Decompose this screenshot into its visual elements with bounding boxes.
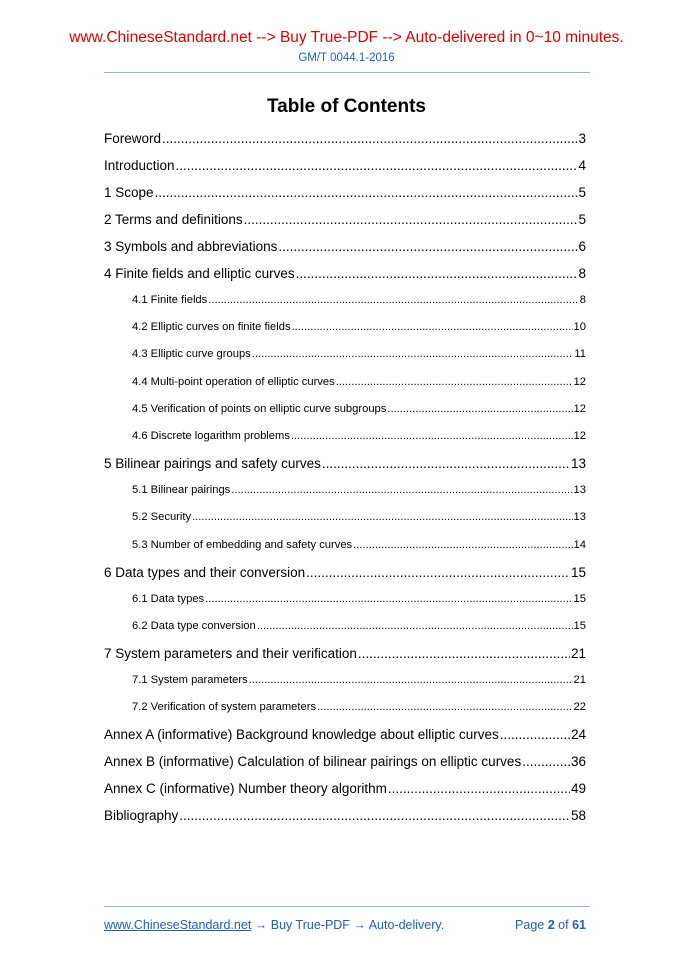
toc-entry-page: 36 (570, 754, 586, 770)
footer (104, 917, 586, 933)
toc-entry-page: 13 (573, 484, 586, 497)
toc-entry-page: 12 (573, 375, 586, 388)
toc-entry-page: 6 (578, 239, 586, 254)
toc-entry-page: 4 (578, 158, 586, 173)
toc-entry[interactable] (104, 802, 586, 829)
footer-tail: → Buy True-PDF → Auto-delivery. (251, 918, 445, 932)
toc-entry[interactable] (104, 667, 586, 694)
toc-entry[interactable] (104, 260, 586, 287)
toc-entry-label: Introduction (104, 158, 175, 173)
toc-entry[interactable] (104, 532, 586, 559)
toc-entry-page: 8 (578, 266, 586, 281)
toc-entry[interactable] (104, 504, 586, 531)
toc-leader-dots (179, 802, 570, 829)
page-number (515, 917, 586, 933)
toc-entry[interactable] (104, 152, 586, 179)
table-of-contents (104, 125, 586, 829)
toc-leader-dots (306, 559, 570, 586)
toc-entry-label: 5.3 Number of embedding and safety curves (132, 538, 353, 551)
footer-link[interactable]: www.ChineseStandard.net (104, 918, 252, 932)
toc-leader-dots (231, 477, 572, 504)
page-title: Table of Contents (266, 96, 427, 117)
toc-entry-page: 22 (573, 701, 586, 714)
page-total: 61 (572, 918, 586, 932)
toc-entry[interactable] (104, 559, 586, 586)
toc-entry-label: 7.1 System parameters (132, 674, 248, 687)
toc-entry[interactable] (104, 125, 586, 152)
toc-entry-page: 15 (573, 619, 586, 632)
toc-entry-label: 6.1 Data types (132, 592, 205, 605)
toc-entry[interactable] (104, 694, 586, 721)
toc-entry[interactable] (104, 721, 586, 748)
toc-entry-label: 4.3 Elliptic curve groups (132, 348, 251, 361)
toc-entry[interactable] (104, 423, 586, 450)
toc-leader-dots (252, 341, 574, 368)
toc-entry[interactable] (104, 450, 586, 477)
toc-entry-label: 3 Symbols and abbreviations (104, 239, 278, 254)
toc-entry-label: 4.1 Finite fields (132, 294, 208, 306)
toc-entry-page: 5 (578, 212, 586, 227)
toc-entry-label: 7.2 Verification of system parameters (132, 701, 317, 714)
toc-leader-dots (336, 369, 573, 396)
toc-entry-label: 1 Scope (104, 185, 154, 200)
toc-entry-label: 4.6 Discrete logarithm problems (132, 429, 290, 442)
toc-entry[interactable] (104, 369, 586, 396)
toc-leader-dots (208, 287, 579, 314)
toc-entry-page: 10 (573, 321, 586, 334)
toc-entry-page: 13 (570, 456, 586, 472)
page-current: 2 (547, 918, 555, 932)
toc-entry-label: 2 Terms and definitions (104, 212, 243, 227)
toc-entry[interactable] (104, 477, 586, 504)
toc-leader-dots (500, 721, 570, 748)
toc-entry-label: 4.5 Verification of points on elliptic curve subgroups (132, 402, 387, 415)
toc-entry-page: 15 (570, 564, 586, 580)
toc-entry-page: 3 (578, 131, 586, 146)
toc-entry-label: 4.4 Multi-point operation of elliptic curves (132, 375, 335, 388)
toc-entry-page: 24 (570, 727, 586, 743)
toc-leader-dots (249, 667, 573, 694)
toc-entry[interactable] (104, 613, 586, 640)
toc-entry-label: 5.1 Bilinear pairings (132, 484, 231, 497)
toc-entry[interactable] (104, 396, 586, 423)
toc-entry[interactable] (104, 775, 586, 802)
toc-leader-dots (192, 504, 572, 531)
toc-leader-dots (244, 206, 578, 233)
toc-leader-dots (296, 260, 578, 287)
toc-entry-page: 13 (573, 511, 586, 524)
toc-entry-label: 6.2 Data type conversion (132, 619, 256, 632)
toc-entry-page: 12 (573, 402, 586, 415)
toc-entry[interactable] (104, 314, 586, 341)
toc-leader-dots (317, 694, 572, 721)
top-banner[interactable]: www.ChineseStandard.net --> Buy True-PDF --> Auto-delivered in 0~10 minutes. (69, 29, 624, 46)
toc-entry-page: 5 (578, 185, 586, 200)
toc-leader-dots (176, 152, 578, 179)
toc-entry-label: Annex A (informative) Background knowledge about elliptic curves (104, 727, 499, 743)
toc-entry[interactable] (104, 206, 586, 233)
toc-leader-dots (257, 613, 573, 640)
toc-entry-page: 15 (573, 592, 586, 605)
toc-entry-page: 12 (573, 429, 586, 442)
toc-entry-label: Foreword (104, 131, 162, 146)
standard-code: GM/T 0044.1-2016 (298, 52, 395, 64)
toc-entry-label: 5 Bilinear pairings and safety curves (104, 456, 321, 472)
toc-leader-dots (358, 640, 570, 667)
footer-divider (104, 906, 590, 907)
toc-entry-label: 4 Finite fields and elliptic curves (104, 266, 295, 281)
toc-leader-dots (291, 423, 573, 450)
toc-leader-dots (155, 179, 578, 206)
toc-entry-page: 11 (574, 348, 586, 361)
header-divider (104, 72, 590, 73)
toc-entry-page: 49 (570, 781, 586, 797)
toc-entry-label: Annex B (informative) Calculation of bilinear pairings on elliptic curves (104, 754, 522, 770)
toc-leader-dots (292, 314, 573, 341)
toc-entry-page: 8 (579, 294, 586, 306)
toc-entry-page: 21 (573, 674, 586, 687)
toc-entry[interactable] (104, 341, 586, 368)
toc-leader-dots (388, 775, 570, 802)
toc-entry[interactable] (104, 748, 586, 775)
toc-entry-page: 21 (570, 646, 586, 662)
toc-entry[interactable] (104, 287, 586, 314)
toc-entry-label: 6 Data types and their conversion (104, 564, 306, 580)
toc-leader-dots (322, 450, 570, 477)
page-word: Page (515, 918, 545, 932)
toc-entry-page: 14 (573, 538, 586, 551)
toc-leader-dots (387, 396, 572, 423)
toc-entry-label: Bibliography (104, 808, 179, 824)
toc-entry-label: 4.2 Elliptic curves on finite fields (132, 321, 291, 334)
toc-entry[interactable] (104, 586, 586, 613)
page-of: of (558, 918, 569, 932)
toc-entry[interactable] (104, 640, 586, 667)
toc-leader-dots (205, 586, 572, 613)
toc-leader-dots (522, 748, 570, 775)
toc-leader-dots (353, 532, 572, 559)
toc-entry[interactable] (104, 233, 586, 260)
toc-entry-label: 7 System parameters and their verification (104, 646, 357, 662)
toc-entry-label: 5.2 Security (132, 511, 192, 524)
toc-leader-dots (162, 125, 577, 152)
footer-promo (104, 917, 444, 933)
toc-leader-dots (278, 233, 577, 260)
toc-entry-label: Annex C (informative) Number theory algorithm (104, 781, 387, 797)
toc-entry[interactable] (104, 179, 586, 206)
toc-entry-page: 58 (570, 808, 586, 824)
